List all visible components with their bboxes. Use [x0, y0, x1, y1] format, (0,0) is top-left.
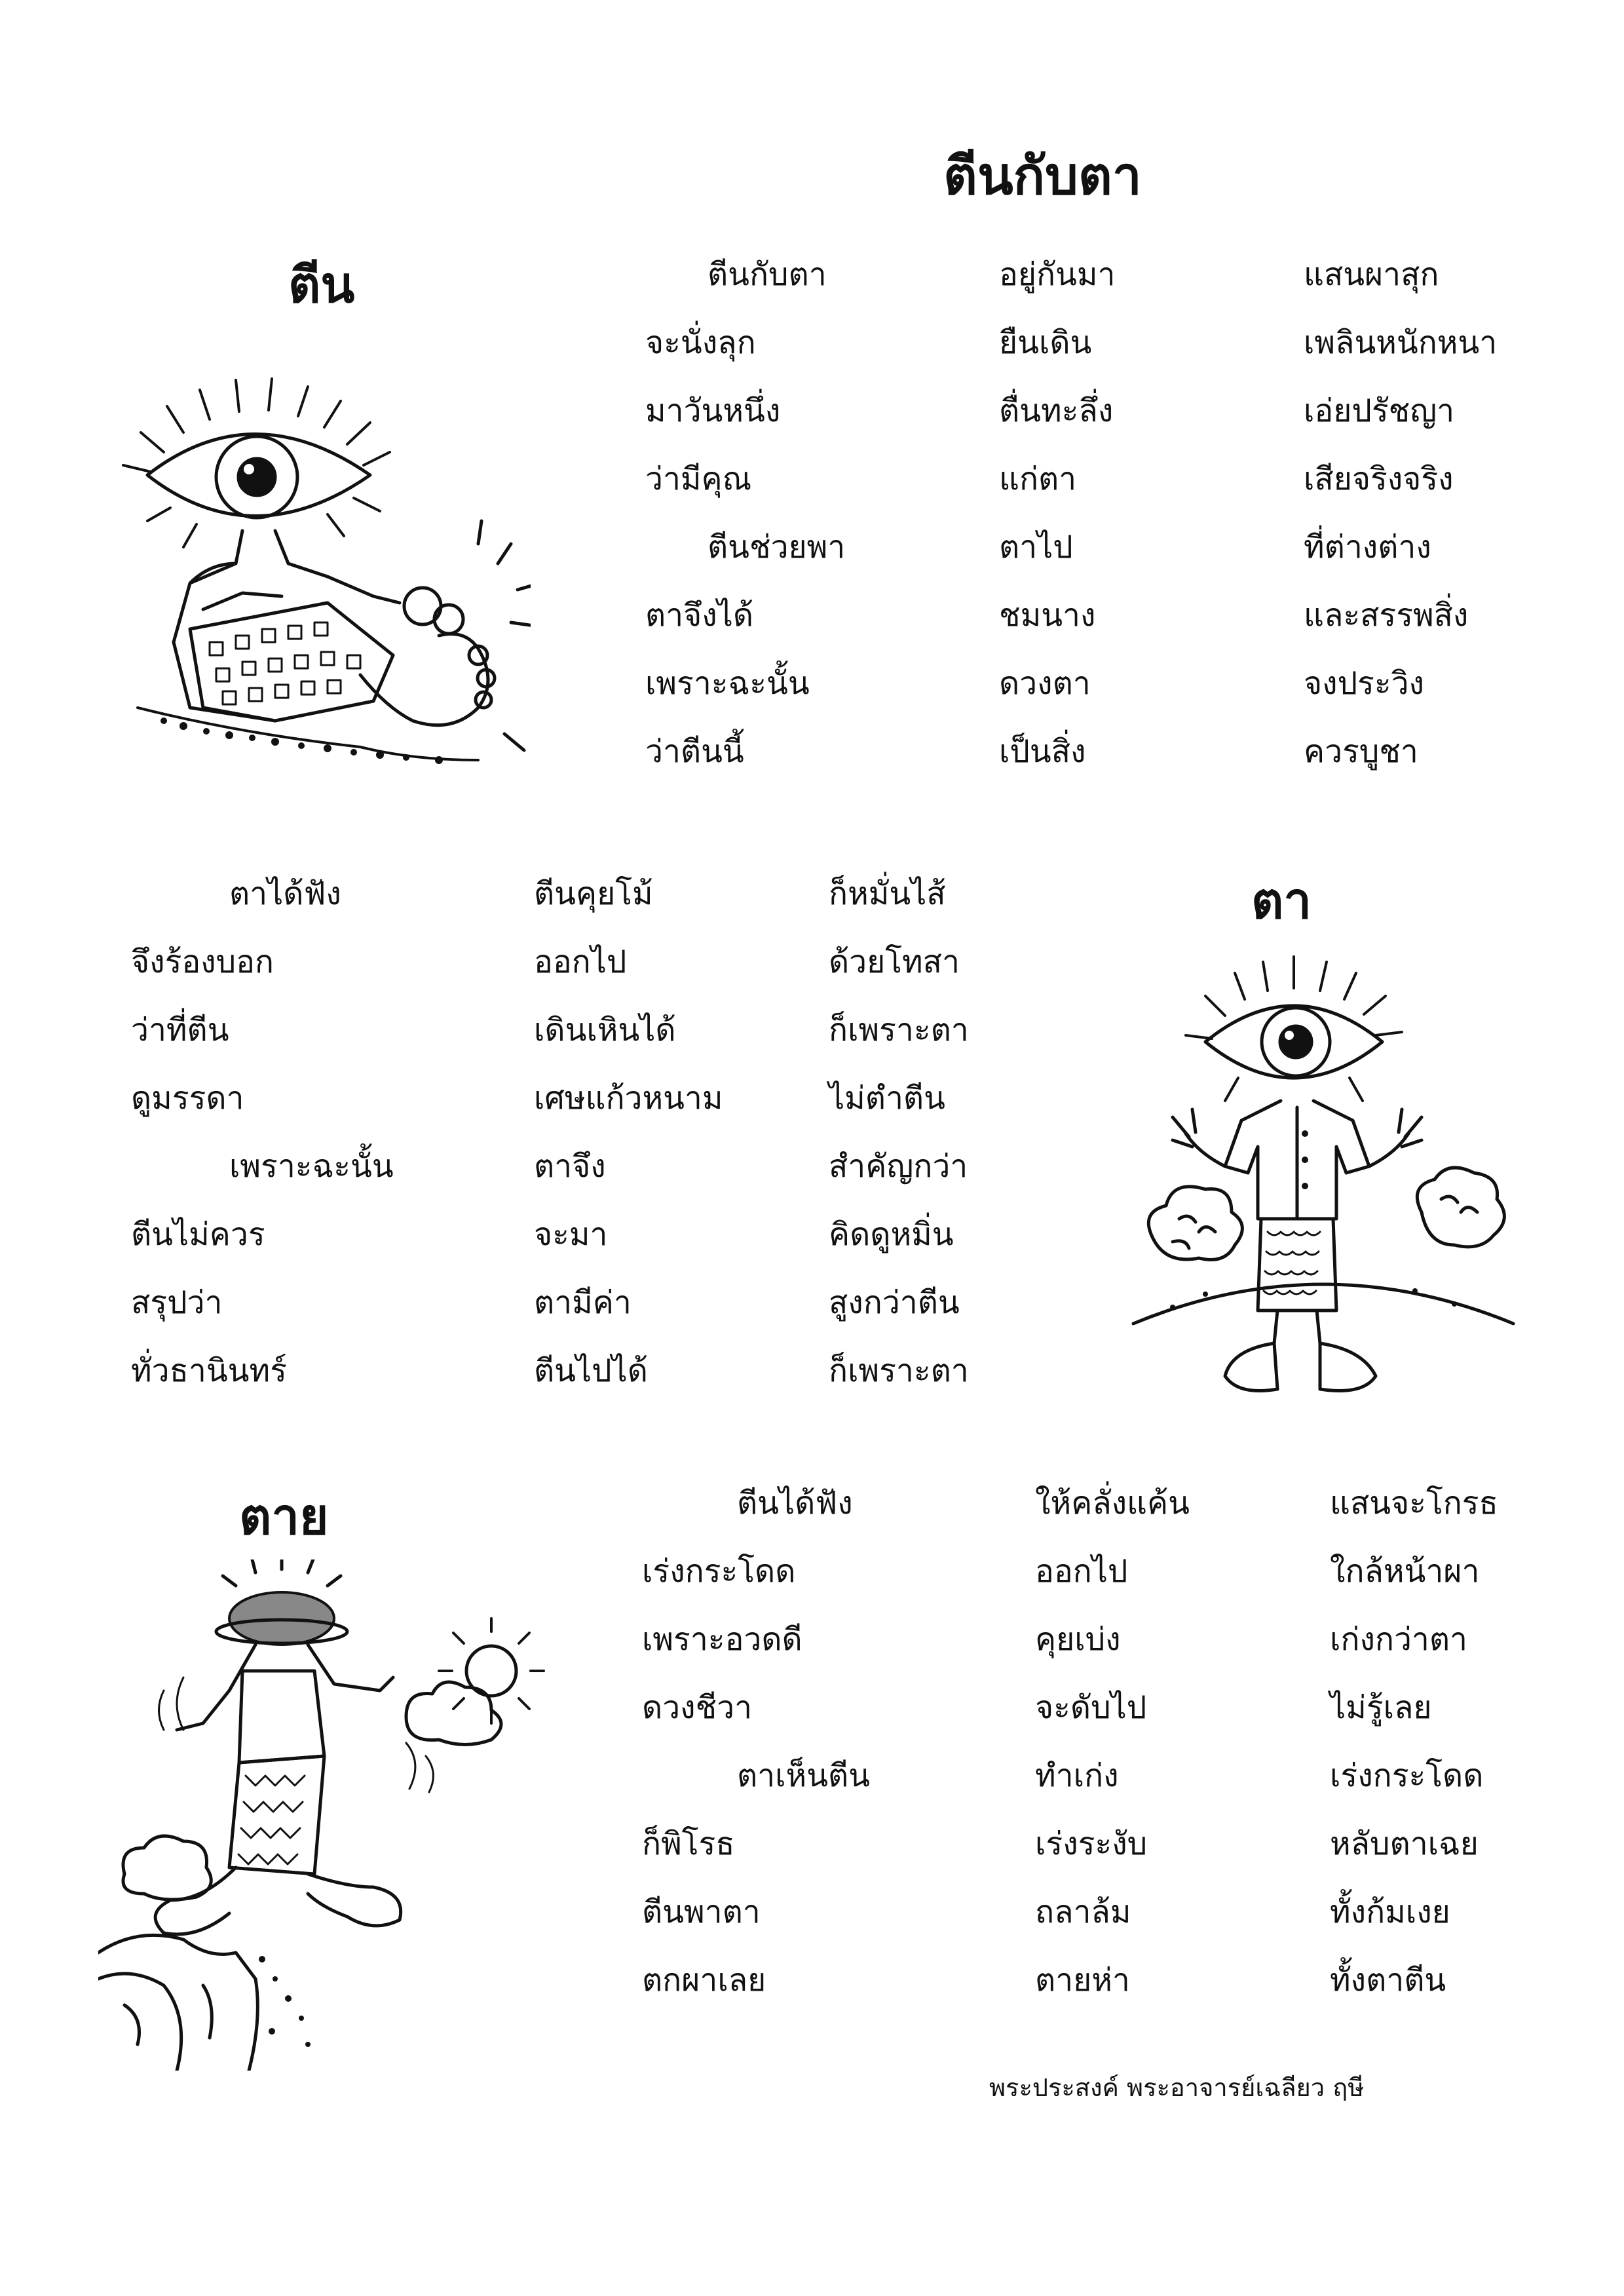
verse-phrase: เร่งกระโดด — [1330, 1757, 1484, 1794]
author-line: พระประสงค์ พระอาจารย์เฉลียว ฤษี — [989, 2073, 1365, 2102]
verse-phrase: ยืนเดิน — [999, 324, 1092, 361]
section-heading-death: ตาย — [239, 1487, 329, 1546]
verse-phrase: ตีนพาตา — [642, 1894, 761, 1930]
verse-phrase: ก็เพราะตา — [829, 1012, 969, 1048]
verse-phrase: ไม่ตำตีน — [829, 1080, 945, 1117]
verse-phrase: ตีนคุยโม้ — [534, 875, 653, 912]
verse-phrase: ตื่นทะลึ่ง — [999, 392, 1114, 429]
verse-phrase: จะมา — [534, 1216, 608, 1253]
verse-phrase: ตาเห็นตีน — [737, 1757, 870, 1794]
verse-phrase: ตีนไปได้ — [534, 1352, 648, 1389]
verse-phrase: แสนผาสุก — [1304, 256, 1439, 293]
verse-phrase: เก่งกว่าตา — [1330, 1621, 1467, 1658]
verse-phrase: ตีนไม่ควร — [131, 1216, 265, 1253]
verse-phrase: เอ่ยปรัชญา — [1304, 392, 1455, 429]
verse-phrase: เพราะฉะนั้น — [229, 1148, 394, 1185]
verse-phrase: ว่ามีคุณ — [645, 461, 752, 497]
man-falling-off-cliff-icon — [98, 1559, 596, 2071]
verse-phrase: สูงกว่าตีน — [829, 1284, 960, 1321]
verse-phrase: เพลินหนักหนา — [1304, 324, 1498, 361]
verse-phrase: ดวงชีวา — [642, 1689, 753, 1726]
verse-phrase: จะนั่งลุก — [645, 324, 756, 361]
poem-title: ตีนกับตา — [943, 145, 1142, 206]
verse-phrase: มาวันหนึ่ง — [645, 392, 781, 429]
verse-phrase: ให้คลั่งแค้น — [1035, 1485, 1190, 1521]
verse-phrase: ที่ต่างต่าง — [1304, 529, 1431, 565]
verse-phrase: ดวงตา — [999, 665, 1091, 702]
verse-phrase: ตายห่า — [1035, 1962, 1130, 1999]
verse-phrase: ตาได้ฟัง — [229, 875, 341, 912]
verse-phrase: หลับตาเฉย — [1330, 1826, 1479, 1862]
verse-phrase: ทั่วธานินทร์ — [131, 1352, 287, 1389]
verse-phrase: ออกไป — [534, 944, 627, 980]
verse-phrase: ถลาล้ม — [1035, 1894, 1131, 1930]
verse-phrase: ควรบูชา — [1304, 733, 1418, 770]
verse-phrase: จะดับไป — [1035, 1689, 1147, 1726]
verse-phrase: เพราะอวดดี — [642, 1621, 803, 1658]
verse-phrase: ก็เพราะตา — [829, 1352, 969, 1389]
verse-phrase: ทั้งตาตีน — [1330, 1962, 1446, 1999]
verse-phrase: และสรรพสิ่ง — [1304, 597, 1469, 634]
verse-phrase: ใกล้หน้าผา — [1330, 1553, 1480, 1590]
verse-phrase: ทำเก่ง — [1035, 1757, 1119, 1794]
verse-phrase: แสนจะโกรธ — [1330, 1485, 1498, 1521]
verse-phrase: ตามีค่า — [534, 1284, 632, 1321]
verse-phrase: ตาจึง — [534, 1148, 606, 1185]
verse-phrase: ตีนช่วยพา — [708, 529, 846, 565]
verse-phrase: เศษแก้วหนาม — [534, 1080, 723, 1117]
verse-phrase: เป็นสิ่ง — [999, 733, 1086, 770]
verse-phrase: ตาจึงได้ — [645, 597, 753, 634]
verse-phrase: คิดดูหมิ่น — [829, 1216, 954, 1253]
verse-phrase: เสียจริงจริง — [1304, 461, 1454, 497]
verse-phrase: ว่าที่ตีน — [131, 1012, 229, 1048]
verse-phrase: จึงร้องบอก — [131, 944, 274, 980]
verse-phrase: ชมนาง — [999, 597, 1096, 634]
verse-phrase: ว่าตีนนี้ — [645, 733, 744, 770]
verse-phrase: เร่งระงับ — [1035, 1826, 1148, 1862]
verse-phrase: ไม่รู้เลย — [1330, 1689, 1432, 1726]
verse-phrase: ก็พิโรธ — [642, 1826, 735, 1862]
verse-phrase: จงประวิง — [1304, 665, 1424, 702]
verse-phrase: ก็หมั่นไส้ — [829, 875, 946, 912]
section-heading-eye: ตา — [1251, 871, 1312, 930]
verse-phrase: แก่ตา — [999, 461, 1077, 497]
verse-phrase: ออกไป — [1035, 1553, 1128, 1590]
verse-phrase: ตกผาเลย — [642, 1962, 766, 1999]
verse-phrase: ดูมรรดา — [131, 1080, 244, 1117]
verse-phrase: สรุปว่า — [131, 1284, 223, 1321]
eye-head-man-holding-foot-icon — [111, 367, 531, 773]
verse-phrase: เดินเหินได้ — [534, 1012, 676, 1048]
verse-phrase: สำคัญกว่า — [829, 1148, 968, 1185]
verse-phrase: ทั้งก้มเงย — [1330, 1894, 1450, 1930]
verse-phrase: ด้วยโทสา — [829, 944, 960, 980]
verse-phrase: ตีนได้ฟัง — [737, 1485, 853, 1521]
section-heading-feet: ตีน — [288, 256, 355, 314]
verse-phrase: ตาไป — [999, 529, 1073, 565]
verse-phrase: ตีนกับตา — [708, 256, 827, 293]
verse-phrase: อยู่กันมา — [999, 256, 1116, 293]
verse-phrase: คุยเบ่ง — [1035, 1621, 1121, 1658]
eye-head-man-standing-icon — [1127, 937, 1520, 1409]
verse-phrase: เพราะฉะนั้น — [645, 665, 810, 702]
verse-phrase: เร่งกระโดด — [642, 1553, 796, 1590]
